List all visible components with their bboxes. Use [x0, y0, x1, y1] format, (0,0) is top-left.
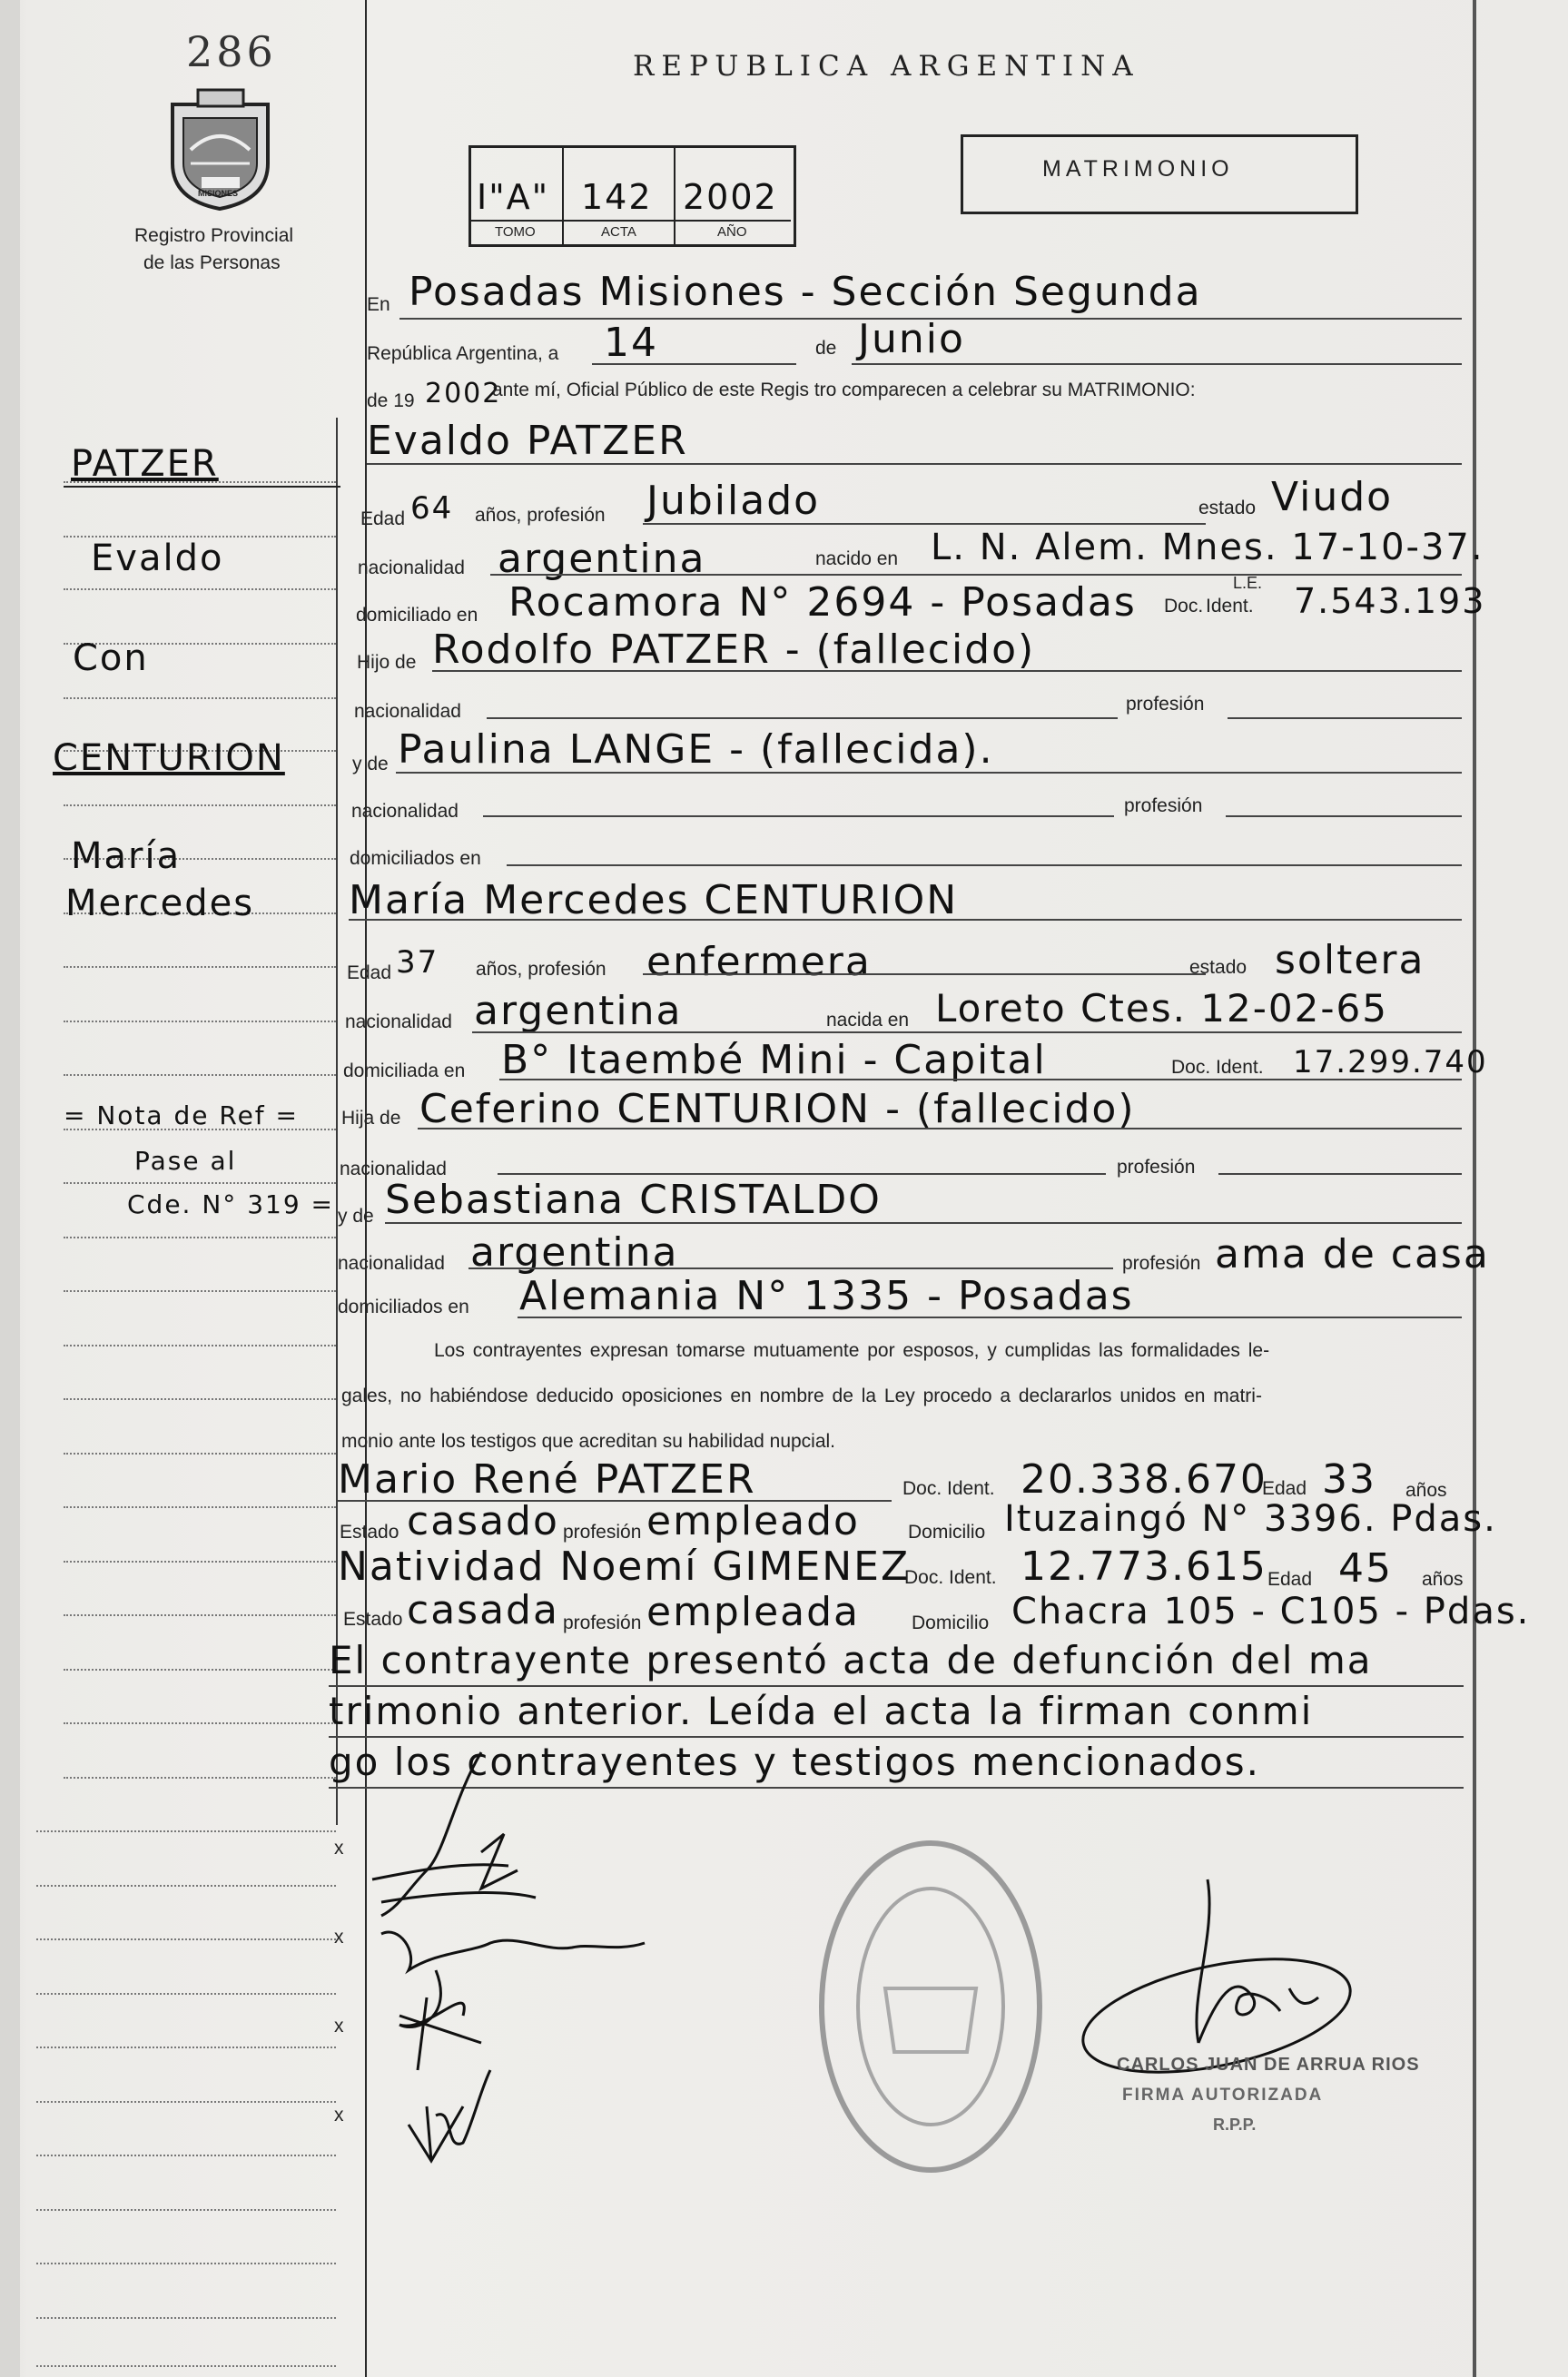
- stamp-org: R.P.P.: [1213, 2116, 1257, 2134]
- label-profesion: profesión: [1124, 795, 1203, 816]
- label-nacionalidad: nacionalidad: [351, 801, 459, 822]
- form-line: [432, 670, 1462, 672]
- margin-surname1: PATZER: [71, 443, 219, 485]
- groom-doc: 7.543.193: [1294, 581, 1486, 621]
- label-estado: estado: [1198, 498, 1257, 518]
- margin-rule: [64, 1074, 336, 1076]
- label-doc-ident: Doc. Ident.: [1171, 1057, 1264, 1078]
- margin-rule: [36, 2101, 336, 2103]
- witness2-age: 45: [1338, 1545, 1393, 1592]
- margin-rule: [64, 1182, 336, 1184]
- witness1-doc: 20.338.670: [1021, 1456, 1267, 1503]
- label-doc: Doc.: [1164, 596, 1204, 616]
- label-profesion: profesión: [563, 1522, 642, 1543]
- label-anios: años: [1422, 1569, 1464, 1590]
- form-line: [472, 1031, 1462, 1033]
- groom-nationality: argentina: [498, 536, 706, 582]
- label-nacido-en: nacido en: [815, 548, 899, 569]
- record-box-rule: [468, 220, 791, 222]
- margin-rule: [64, 1453, 336, 1455]
- margin-rule: [36, 1993, 336, 1995]
- form-line: [643, 973, 1206, 975]
- form-line: [329, 1685, 1464, 1687]
- margin-rule: [36, 2209, 336, 2211]
- bride-age: 37: [396, 944, 439, 981]
- label-de: de: [815, 338, 837, 359]
- label-hijo-de: Hijo de: [357, 652, 417, 673]
- witness1-name: Mario René PATZER: [338, 1456, 756, 1503]
- label-edad: Edad: [360, 508, 406, 529]
- label-estado: Estado: [343, 1609, 403, 1630]
- country-title: REPUBLICA ARGENTINA: [633, 50, 1140, 83]
- witness2-profession: empleada: [646, 1589, 861, 1635]
- bride-status: soltera: [1275, 937, 1425, 983]
- formal-text-line2: gales, no habiéndose deducido oposiciones en nombre de la Ley procedo a declararlos unidos en matri-: [341, 1386, 1262, 1406]
- acta-label: ACTA: [601, 224, 636, 240]
- formal-text-line1: Los contrayentes expresan tomarse mutuamente por esposos, y cumplidas las formalidades le-: [434, 1340, 1270, 1361]
- label-nacionalidad: nacionalidad: [354, 701, 461, 722]
- groom-address: Rocamora N° 2694 - Posadas: [508, 579, 1137, 626]
- document-type: MATRIMONIO: [1042, 156, 1234, 182]
- form-line: [483, 815, 1114, 817]
- groom-status: Viudo: [1271, 474, 1394, 520]
- label-en: En: [367, 294, 390, 315]
- form-line: [507, 864, 1462, 866]
- groom-birth: L. N. Alem. Mnes. 17-10-37.: [931, 527, 1484, 568]
- label-domiciliado-en: domiciliado en: [356, 605, 478, 626]
- margin-rule: [64, 697, 336, 699]
- bride-doc: 17.299.740: [1293, 1044, 1488, 1080]
- margin-rule: [36, 2047, 336, 2048]
- label-doc-ident: Doc. Ident.: [904, 1567, 997, 1588]
- label-nacionalidad: nacionalidad: [338, 1253, 445, 1274]
- margin-rule: [36, 2263, 336, 2264]
- anio-value: 2002: [683, 177, 778, 217]
- acta-value: 142: [581, 177, 653, 217]
- margin-underline: [64, 486, 340, 488]
- label-profesion: profesión: [563, 1613, 642, 1633]
- anio-label: AÑO: [717, 224, 747, 240]
- bride-mother: Sebastiana CRISTALDO: [385, 1177, 882, 1223]
- month: Junio: [858, 316, 965, 362]
- margin-rule: [64, 1237, 336, 1238]
- margin-rule: [64, 1614, 336, 1616]
- margin-rule: [36, 2365, 336, 2367]
- label-estado: estado: [1189, 957, 1247, 978]
- form-line: [1228, 717, 1462, 719]
- label-profesion: profesión: [1117, 1157, 1196, 1178]
- form-line: [592, 363, 796, 365]
- label-profesion: profesión: [1122, 1253, 1201, 1274]
- label-hija-de: Hija de: [341, 1108, 401, 1129]
- signature-mark: x: [334, 1927, 344, 1948]
- margin-rule: [64, 588, 336, 590]
- form-line: [490, 574, 1462, 576]
- registry-name-line1: Registro Provincial: [134, 225, 294, 246]
- label-doc-ident: Doc. Ident.: [902, 1478, 995, 1499]
- margin-name1: Evaldo: [91, 538, 224, 579]
- label-edad: Edad: [347, 962, 392, 983]
- closing-line2: trimonio anterior. Leída el acta la firman conmi: [329, 1689, 1314, 1733]
- groom-mother: Paulina LANGE - (fallecida).: [398, 726, 994, 773]
- bride-father: Ceferino CENTURION - (fallecido): [419, 1086, 1136, 1132]
- margin-rule: [64, 1345, 336, 1346]
- bride-nationality: argentina: [474, 988, 683, 1034]
- registry-name-line2: de las Personas: [143, 252, 281, 273]
- label-anios-profesion: años, profesión: [475, 505, 606, 526]
- label-nacionalidad: nacionalidad: [358, 557, 465, 578]
- label-y-de: y de: [352, 754, 389, 774]
- form-line: [349, 919, 1462, 921]
- margin-rule: [64, 1561, 336, 1563]
- margin-surname2: CENTURION: [53, 737, 285, 779]
- form-line: [518, 1317, 1462, 1318]
- margin-rule: [64, 1398, 336, 1400]
- form-line: [468, 1267, 1113, 1269]
- label-nacionalidad: nacionalidad: [340, 1159, 447, 1179]
- margin-rule: [36, 2155, 336, 2156]
- label-y-de: y de: [338, 1206, 374, 1227]
- day: 14: [604, 320, 658, 366]
- form-line: [1226, 815, 1462, 817]
- label-republica: República Argentina, a: [367, 343, 559, 364]
- form-line: [643, 523, 1206, 525]
- margin-name2b: Mercedes: [65, 883, 255, 924]
- label-nacida-en: nacida en: [826, 1010, 910, 1031]
- form-line: [1218, 1173, 1462, 1175]
- stamp-name: CARLOS JUAN DE ARRUA RIOS: [1117, 2055, 1420, 2075]
- label-le: L.E.: [1233, 574, 1263, 592]
- label-profesion: profesión: [1126, 694, 1205, 715]
- label-domicilio: Domicilio: [912, 1613, 990, 1633]
- witness2-name: Natividad Noemí GIMENEZ: [338, 1544, 911, 1590]
- page-edge: [0, 0, 20, 2377]
- signature-mark: x: [334, 2016, 344, 2037]
- witness2-doc: 12.773.615: [1021, 1544, 1267, 1590]
- margin-note3: Cde. N° 319 =: [127, 1189, 335, 1219]
- label-domiciliados-en: domiciliados en: [350, 848, 481, 869]
- margin-rule: [64, 1506, 336, 1508]
- bride-address: B° Itaembé Mini - Capital: [501, 1037, 1047, 1083]
- page-number: 286: [186, 27, 277, 76]
- witness1-age: 33: [1322, 1456, 1376, 1503]
- seal-text: MISIONES: [198, 189, 239, 198]
- tomo-value: I"A": [477, 177, 550, 217]
- groom-age: 64: [410, 490, 454, 527]
- witness2-status: casada: [407, 1587, 559, 1633]
- margin-rule: [36, 1938, 336, 1940]
- signature-mark: x: [334, 1838, 344, 1859]
- margin-rule: [64, 1722, 336, 1724]
- label-domiciliada-en: domiciliada en: [343, 1060, 466, 1081]
- label-anios: años: [1405, 1480, 1447, 1501]
- label-ident: Ident.: [1206, 596, 1254, 616]
- page-right-edge: [1473, 0, 1476, 2377]
- signature-mark: x: [334, 2105, 344, 2125]
- label-edad: Edad: [1262, 1478, 1307, 1499]
- closing-line1: El contrayente presentó acta de defunción del ma: [329, 1638, 1373, 1682]
- form-line: [498, 1173, 1106, 1175]
- witness1-address: Ituzaingó N° 3396. Pdas.: [1004, 1498, 1497, 1540]
- form-line: [396, 772, 1462, 774]
- label-ante-mi: ante mí, Oficial Público de este Regis tro comparecen a celebrar su MATRIMONIO:: [492, 380, 1196, 400]
- tomo-label: TOMO: [495, 224, 536, 240]
- margin-note1: = Nota de Ref =: [64, 1100, 300, 1130]
- groom-name: Evaldo PATZER: [367, 418, 688, 464]
- bride-mother-profession: ama de casa: [1215, 1231, 1490, 1277]
- margin-rule: [64, 1777, 336, 1779]
- label-nacionalidad: nacionalidad: [345, 1011, 452, 1032]
- form-line: [329, 1736, 1464, 1738]
- bride-name: María Mercedes CENTURION: [349, 877, 959, 923]
- formal-text-line3: monio ante los testigos que acreditan su habilidad nupcial.: [341, 1431, 836, 1452]
- groom-profession: Jubilado: [646, 478, 821, 524]
- margin-rule: [36, 1830, 336, 1832]
- margin-rule: [64, 1290, 336, 1292]
- form-line: [852, 363, 1462, 365]
- margin-con: Con: [73, 637, 149, 679]
- form-line: [367, 463, 1462, 465]
- label-anios-profesion: años, profesión: [476, 959, 606, 980]
- form-line: [385, 1222, 1462, 1224]
- label-domiciliados-en: domiciliados en: [338, 1297, 469, 1317]
- stamp-role: FIRMA AUTORIZADA: [1122, 2086, 1324, 2105]
- witness1-profession: empleado: [646, 1498, 860, 1544]
- bride-parents-address: Alemania N° 1335 - Posadas: [519, 1273, 1134, 1319]
- form-line: [418, 1128, 1462, 1129]
- margin-rule: [64, 966, 336, 968]
- bride-mother-nationality: argentina: [470, 1229, 679, 1276]
- label-domicilio: Domicilio: [908, 1522, 986, 1543]
- closing-line3: go los contrayentes y testigos mencionados.: [329, 1740, 1260, 1784]
- record-box-divider: [562, 145, 564, 244]
- margin-rule: [64, 804, 336, 806]
- label-edad: Edad: [1267, 1569, 1313, 1590]
- margin-name2a: María: [71, 835, 182, 877]
- label-estado: Estado: [340, 1522, 399, 1543]
- witness2-address: Chacra 105 - C105 - Pdas.: [1011, 1591, 1531, 1632]
- margin-divider-inner: [336, 418, 338, 1825]
- form-line: [487, 717, 1118, 719]
- label-de-19: de 19: [367, 390, 415, 411]
- witness1-status: casado: [407, 1498, 559, 1544]
- form-line: [499, 1079, 1462, 1080]
- signatures-drawing: [345, 1743, 672, 2179]
- margin-rule: [64, 1021, 336, 1022]
- record-box-divider: [674, 145, 676, 244]
- groom-father: Rodolfo PATZER - (fallecido): [432, 626, 1036, 673]
- bride-profession: enfermera: [646, 939, 872, 985]
- margin-rule: [36, 2317, 336, 2319]
- year: 2002: [425, 378, 502, 409]
- margin-rule: [36, 1885, 336, 1887]
- margin-note2: Pase al: [134, 1146, 237, 1176]
- margin-rule: [64, 1669, 336, 1671]
- place: Posadas Misiones - Sección Segunda: [409, 269, 1202, 315]
- official-stamp-icon: [808, 1825, 1053, 2188]
- bride-birth: Loreto Ctes. 12-02-65: [935, 986, 1388, 1031]
